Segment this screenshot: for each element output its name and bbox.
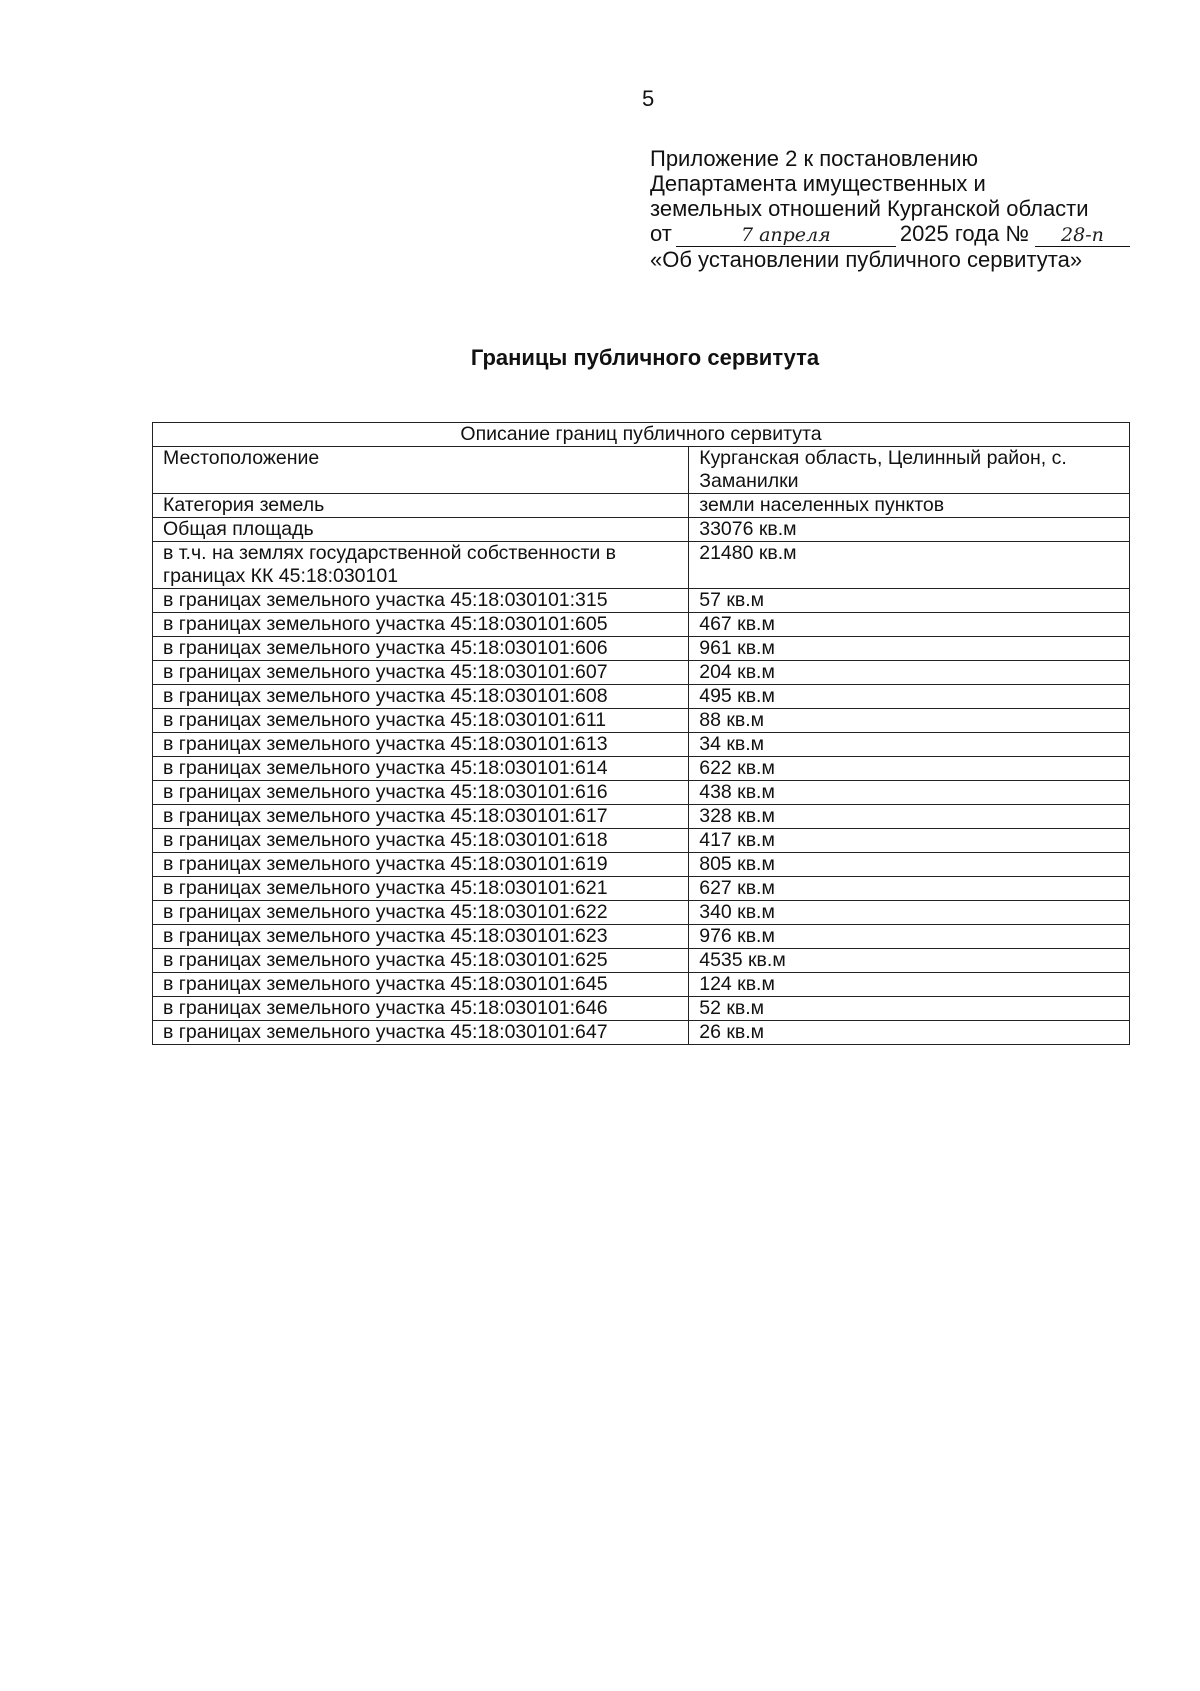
table-row	[153, 661, 1130, 685]
row-label: в границах земельного участка 45:18:030101:616	[153, 781, 689, 805]
table-row	[153, 949, 1130, 973]
row-label: в границах земельного участка 45:18:030101:617	[153, 805, 689, 829]
row-value: 467 кв.м	[689, 613, 1130, 637]
row-label: Местоположение	[153, 447, 689, 494]
row-value: 52 кв.м	[689, 997, 1130, 1021]
appendix-line-date	[650, 221, 1160, 247]
row-value: 33076 кв.м	[689, 518, 1130, 542]
row-label: в границах земельного участка 45:18:030101:607	[153, 661, 689, 685]
row-value: 961 кв.м	[689, 637, 1130, 661]
row-value: земли населенных пунктов	[689, 494, 1130, 518]
row-label: в границах земельного участка 45:18:030101:647	[153, 1021, 689, 1045]
row-value: 417 кв.м	[689, 829, 1130, 853]
table-row	[153, 805, 1130, 829]
table-caption-row	[153, 423, 1130, 447]
row-label: в границах земельного участка 45:18:030101:315	[153, 589, 689, 613]
row-label: Общая площадь	[153, 518, 689, 542]
row-label: Категория земель	[153, 494, 689, 518]
row-value: Курганская область, Целинный район, с. Заманилки	[689, 447, 1130, 494]
row-label: в границах земельного участка 45:18:030101:608	[153, 685, 689, 709]
page-number: 5	[642, 86, 655, 111]
table-row	[153, 757, 1130, 781]
handwritten-date: 7 апреля	[676, 224, 896, 247]
table-row	[153, 853, 1130, 877]
row-value: 340 кв.м	[689, 901, 1130, 925]
table-row	[153, 781, 1130, 805]
row-label: в границах земельного участка 45:18:030101:605	[153, 613, 689, 637]
row-value: 622 кв.м	[689, 757, 1130, 781]
servitude-table-body	[153, 423, 1130, 1045]
row-value: 4535 кв.м	[689, 949, 1130, 973]
appendix-line-5: «Об установлении публичного сервитута»	[650, 247, 1083, 272]
row-label: в границах земельного участка 45:18:030101:645	[153, 973, 689, 997]
row-label: в границах земельного участка 45:18:030101:613	[153, 733, 689, 757]
table-row	[153, 589, 1130, 613]
table-row	[153, 877, 1130, 901]
row-label: в границах земельного участка 45:18:030101:611	[153, 709, 689, 733]
appendix-line-2: Департамента имущественных и	[650, 171, 986, 196]
table-row	[153, 494, 1130, 518]
table-row	[153, 973, 1130, 997]
appendix-line-3: земельных отношений Курганской области	[650, 196, 1089, 221]
table-row	[153, 709, 1130, 733]
appendix-header	[650, 146, 1160, 272]
appendix-line-1: Приложение 2 к постановлению	[650, 146, 979, 171]
table-row	[153, 901, 1130, 925]
table-row	[153, 925, 1130, 949]
row-label: в границах земельного участка 45:18:030101:619	[153, 853, 689, 877]
table-row	[153, 829, 1130, 853]
table-row	[153, 685, 1130, 709]
document-title: Границы публичного сервитута	[470, 345, 820, 370]
row-value: 438 кв.м	[689, 781, 1130, 805]
row-label: в границах земельного участка 45:18:030101:606	[153, 637, 689, 661]
row-value: 204 кв.м	[689, 661, 1130, 685]
row-value: 328 кв.м	[689, 805, 1130, 829]
servitude-table	[152, 422, 1130, 1045]
row-label: в границах земельного участка 45:18:030101:618	[153, 829, 689, 853]
table-row	[153, 613, 1130, 637]
row-label: в границах земельного участка 45:18:030101:622	[153, 901, 689, 925]
row-value: 627 кв.м	[689, 877, 1130, 901]
row-value: 57 кв.м	[689, 589, 1130, 613]
row-value: 34 кв.м	[689, 733, 1130, 757]
table-row	[153, 997, 1130, 1021]
row-value: 805 кв.м	[689, 853, 1130, 877]
row-value: 88 кв.м	[689, 709, 1130, 733]
table-row	[153, 733, 1130, 757]
row-label: в границах земельного участка 45:18:030101:625	[153, 949, 689, 973]
row-value: 26 кв.м	[689, 1021, 1130, 1045]
handwritten-number: 28-п	[1035, 224, 1130, 247]
row-label: в т.ч. на землях государственной собственности в границах КК 45:18:030101	[153, 542, 689, 589]
row-label: в границах земельного участка 45:18:030101:646	[153, 997, 689, 1021]
year-text: 2025 года №	[899, 221, 1029, 246]
row-value: 124 кв.м	[689, 973, 1130, 997]
table-caption: Описание границ публичного сервитута	[153, 423, 1130, 447]
table-row	[153, 518, 1130, 542]
row-label: в границах земельного участка 45:18:030101:614	[153, 757, 689, 781]
table-row	[153, 542, 1130, 589]
row-value: 495 кв.м	[689, 685, 1130, 709]
table-row	[153, 1021, 1130, 1045]
table-row	[153, 637, 1130, 661]
row-value: 21480 кв.м	[689, 542, 1130, 589]
table-row	[153, 447, 1130, 494]
row-value: 976 кв.м	[689, 925, 1130, 949]
row-label: в границах земельного участка 45:18:030101:623	[153, 925, 689, 949]
row-label: в границах земельного участка 45:18:030101:621	[153, 877, 689, 901]
date-prefix: от	[650, 221, 672, 246]
